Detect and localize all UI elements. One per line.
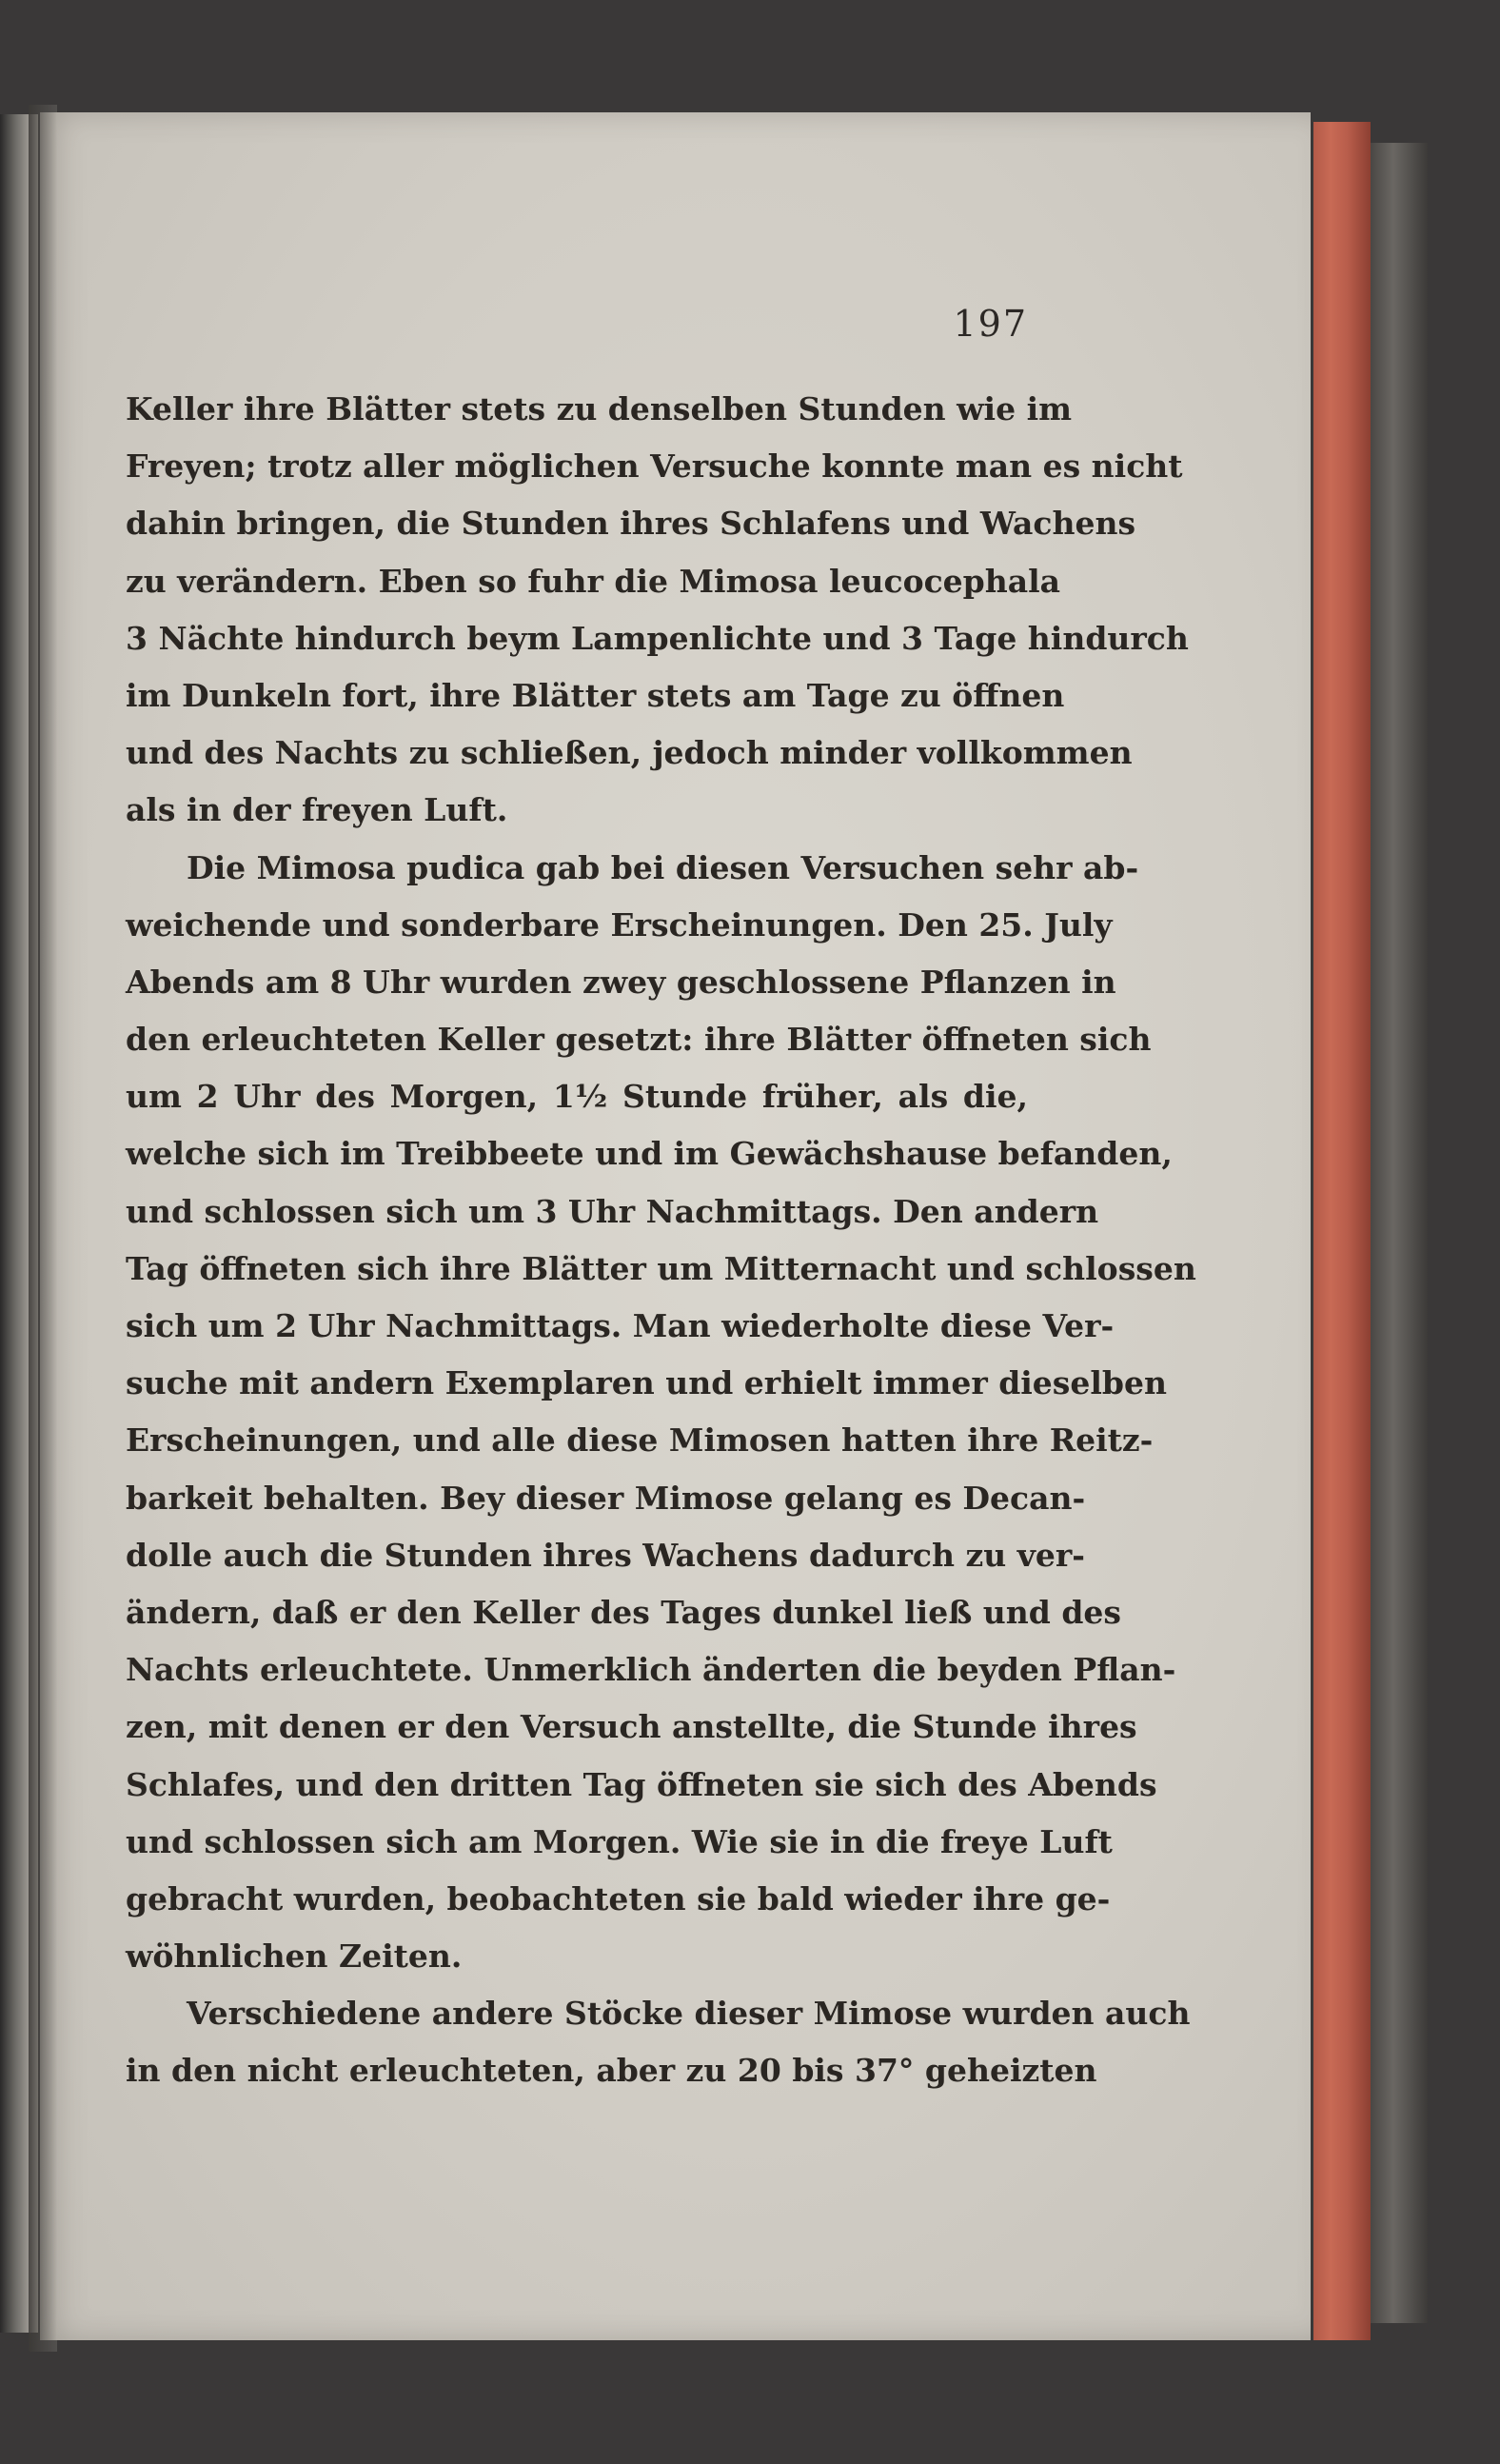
text-line: und des Nachts zu schließen, jedoch minder vollkommen bbox=[126, 734, 1133, 772]
book-binding bbox=[1371, 143, 1428, 2323]
text-line: Verschiedene andere Stöcke dieser Mimose wurden auch bbox=[187, 1995, 1191, 2033]
text-line: sich um 2 Uhr Nachmittags. Man wiederholte diese Ver- bbox=[126, 1307, 1115, 1344]
text-line: barkeit behalten. Bey dieser Mimose gelang es Decan- bbox=[126, 1479, 1086, 1517]
text-line: zu verändern. Eben so fuhr die Mimosa leucocephala bbox=[126, 562, 1061, 600]
text-line: dolle auch die Stunden ihres Wachens dadurch zu ver- bbox=[126, 1536, 1085, 1574]
text-line: Freyen; trotz aller möglichen Versuche konnte man es nicht bbox=[126, 447, 1183, 486]
page-gutter bbox=[29, 105, 57, 2352]
text-line: und schlossen sich um 3 Uhr Nachmittags. Den andern bbox=[126, 1192, 1099, 1230]
text-line: um 2 Uhr des Morgen, 1½ Stunde früher, als die, bbox=[126, 1078, 1028, 1116]
page-number: 197 bbox=[953, 303, 1028, 345]
text-line: Nachts erleuchtete. Unmerklich änderten die beyden Pflan- bbox=[126, 1651, 1176, 1689]
text-line: welche sich im Treibbeete und im Gewächshause befanden, bbox=[126, 1135, 1173, 1173]
text-line: Die Mimosa pudica gab bei diesen Versuchen sehr ab- bbox=[187, 848, 1139, 886]
text-line: wöhnlichen Zeiten. bbox=[126, 1937, 463, 1976]
text-line: den erleuchteten Keller gesetzt: ihre Blätter öffneten sich bbox=[126, 1021, 1152, 1059]
text-line: Schlafes, und den dritten Tag öffneten sie sich des Abends bbox=[126, 1765, 1157, 1803]
text-line: dahin bringen, die Stunden ihres Schlafens und Wachens bbox=[126, 505, 1136, 543]
text-line: weichende und sonderbare Erscheinungen. Den 25. July bbox=[126, 905, 1113, 944]
text-line: 3 Nächte hindurch beym Lampenlichte und 3 Tage hindurch bbox=[126, 619, 1189, 657]
text-line: gebracht wurden, beobachteten sie bald wieder ihre ge- bbox=[126, 1879, 1111, 1918]
text-line: in den nicht erleuchteten, aber zu 20 bis 37° geheizten bbox=[126, 2052, 1097, 2090]
text-line: suche mit andern Exemplaren und erhielt immer dieselben bbox=[126, 1364, 1167, 1402]
text-line: Tag öffneten sich ihre Blätter um Mitternacht und schlossen bbox=[126, 1249, 1196, 1287]
text-line: Erscheinungen, und alle diese Mimosen hatten ihre Reitz- bbox=[126, 1421, 1154, 1460]
red-page-edges bbox=[1313, 122, 1371, 2340]
text-line: Keller ihre Blätter stets zu denselben Stunden wie im bbox=[126, 390, 1073, 427]
text-line: als in der freyen Luft. bbox=[126, 791, 508, 829]
body-text bbox=[126, 381, 1196, 2100]
text-line: zen, mit denen er den Versuch anstellte, die Stunde ihres bbox=[126, 1708, 1137, 1746]
text-line: im Dunkeln fort, ihre Blätter stets am Tage zu öffnen bbox=[126, 676, 1065, 714]
text-line: und schlossen sich am Morgen. Wie sie in die freye Luft bbox=[126, 1822, 1113, 1860]
text-line: Abends am 8 Uhr wurden zwey geschlossene Pflanzen in bbox=[126, 963, 1116, 1001]
text-line: ändern, daß er den Keller des Tages dunkel ließ und des bbox=[126, 1593, 1121, 1631]
